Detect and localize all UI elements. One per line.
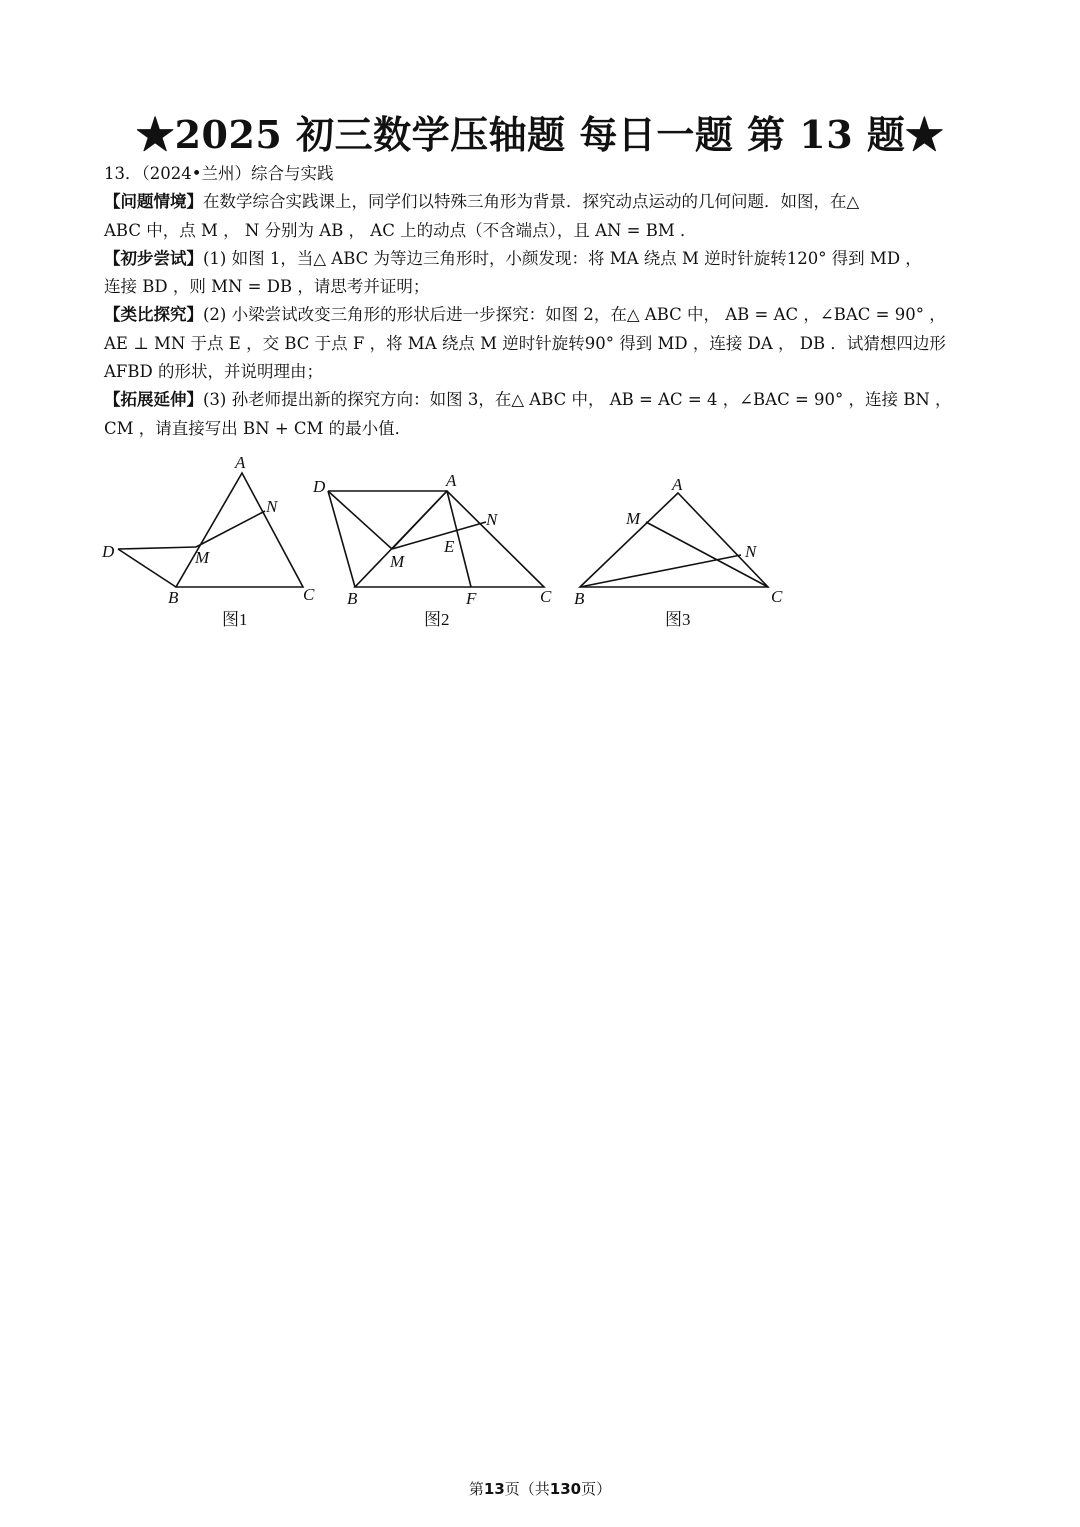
- section-tag-extension: 【拓展延伸】: [104, 390, 203, 410]
- problem-part-2-cont: AE ⊥ MN 于点 E ，交 BC 于点 F ，将 MA 绕点 M 逆时针旋转90° 得到 MD ，连接 DA ， DB ．试猜想四边形: [104, 333, 946, 353]
- fig1-segment-db: [118, 549, 176, 587]
- fig2-label-a: A: [446, 471, 457, 490]
- fig2-caption: 图2: [424, 610, 450, 629]
- fig1-triangle-abc: [176, 473, 303, 587]
- problem-header: 13．（2024•兰州）综合与实践: [104, 164, 334, 183]
- fig1-label-d: D: [102, 542, 115, 561]
- current-page-number: 13: [483, 1480, 505, 1498]
- fig3-triangle-abc: [580, 493, 768, 587]
- fig2-label-d: D: [313, 477, 326, 496]
- figures-svg: [98, 450, 798, 640]
- fig1-label-a: A: [235, 453, 246, 472]
- fig1-label-c: C: [303, 585, 315, 604]
- fig3-label-n: N: [745, 542, 757, 561]
- figure-3: [580, 493, 768, 587]
- section-tag-analogy: 【类比探究】: [104, 305, 203, 325]
- fig3-segment-bn: [580, 555, 741, 587]
- problem-part-1: 【初步尝试】(1) 如图 1，当△ ABC 为等边三角形时，小颜发现：将 MA 绕点 M 逆时针旋转120° 得到 MD ，: [104, 248, 922, 268]
- fig2-label-e: E: [444, 537, 455, 556]
- page-footer: 第13页（共130页）: [468, 1480, 612, 1498]
- figures: [98, 450, 798, 640]
- figure-1: [118, 473, 303, 587]
- fig2-label-f: F: [466, 589, 477, 608]
- fig2-segment-dm: [328, 491, 392, 549]
- fig1-segment-mn: [196, 511, 265, 547]
- fig3-label-a: A: [672, 475, 683, 494]
- problem-part-3-cont: CM ，请直接写出 BN + CM 的最小值．: [104, 418, 412, 438]
- figure-2: [328, 491, 544, 587]
- page-title: ★2025 初三数学压轴题 每日一题 第 13 题★: [136, 112, 944, 157]
- fig1-label-m: M: [195, 548, 210, 567]
- problem-part-3: 【拓展延伸】(3) 孙老师提出新的探究方向：如图 3，在△ ABC 中， AB = AC = 4 ，∠BAC = 90° ，连接 BN ，: [104, 390, 952, 410]
- fig2-segment-mn: [392, 522, 486, 549]
- problem-part-1-cont: 连接 BD ，则 MN = DB ，请思考并证明；: [104, 277, 430, 297]
- problem-situation: 【问题情境】在数学综合实践课上，同学们以特殊三角形为背景．探究动点运动的几何问题．如图，在△: [104, 192, 860, 212]
- fig3-label-c: C: [771, 587, 783, 606]
- section-tag-situation: 【问题情境】: [104, 192, 203, 212]
- section-tag-attempt: 【初步尝试】: [104, 248, 203, 268]
- fig1-caption: 图1: [222, 610, 248, 629]
- fig1-label-n: N: [266, 497, 278, 516]
- fig2-label-n: N: [486, 510, 498, 529]
- fig2-label-m: M: [390, 552, 405, 571]
- fig2-segment-db: [328, 491, 355, 587]
- fig3-caption: 图3: [665, 610, 691, 629]
- fig3-label-m: M: [626, 509, 641, 528]
- problem-body: [104, 160, 984, 443]
- fig2-label-b: B: [347, 589, 358, 608]
- fig1-label-b: B: [168, 588, 179, 607]
- fig1-segment-dm: [118, 547, 196, 549]
- fig3-label-b: B: [574, 589, 585, 608]
- fig2-label-c: C: [540, 587, 552, 606]
- problem-part-2: 【类比探究】(2) 小梁尝试改变三角形的形状后进一步探究：如图 2，在△ ABC 中， AB = AC ，∠BAC = 90° ，: [104, 305, 946, 325]
- problem-part-2-cont2: AFBD 的形状，并说明理由；: [104, 362, 323, 382]
- problem-situation-cont: ABC 中，点 M ， N 分别为 AB ， AC 上的动点（不含端点），且 AN = BM ．: [104, 220, 697, 240]
- total-page-count: 130: [549, 1480, 582, 1498]
